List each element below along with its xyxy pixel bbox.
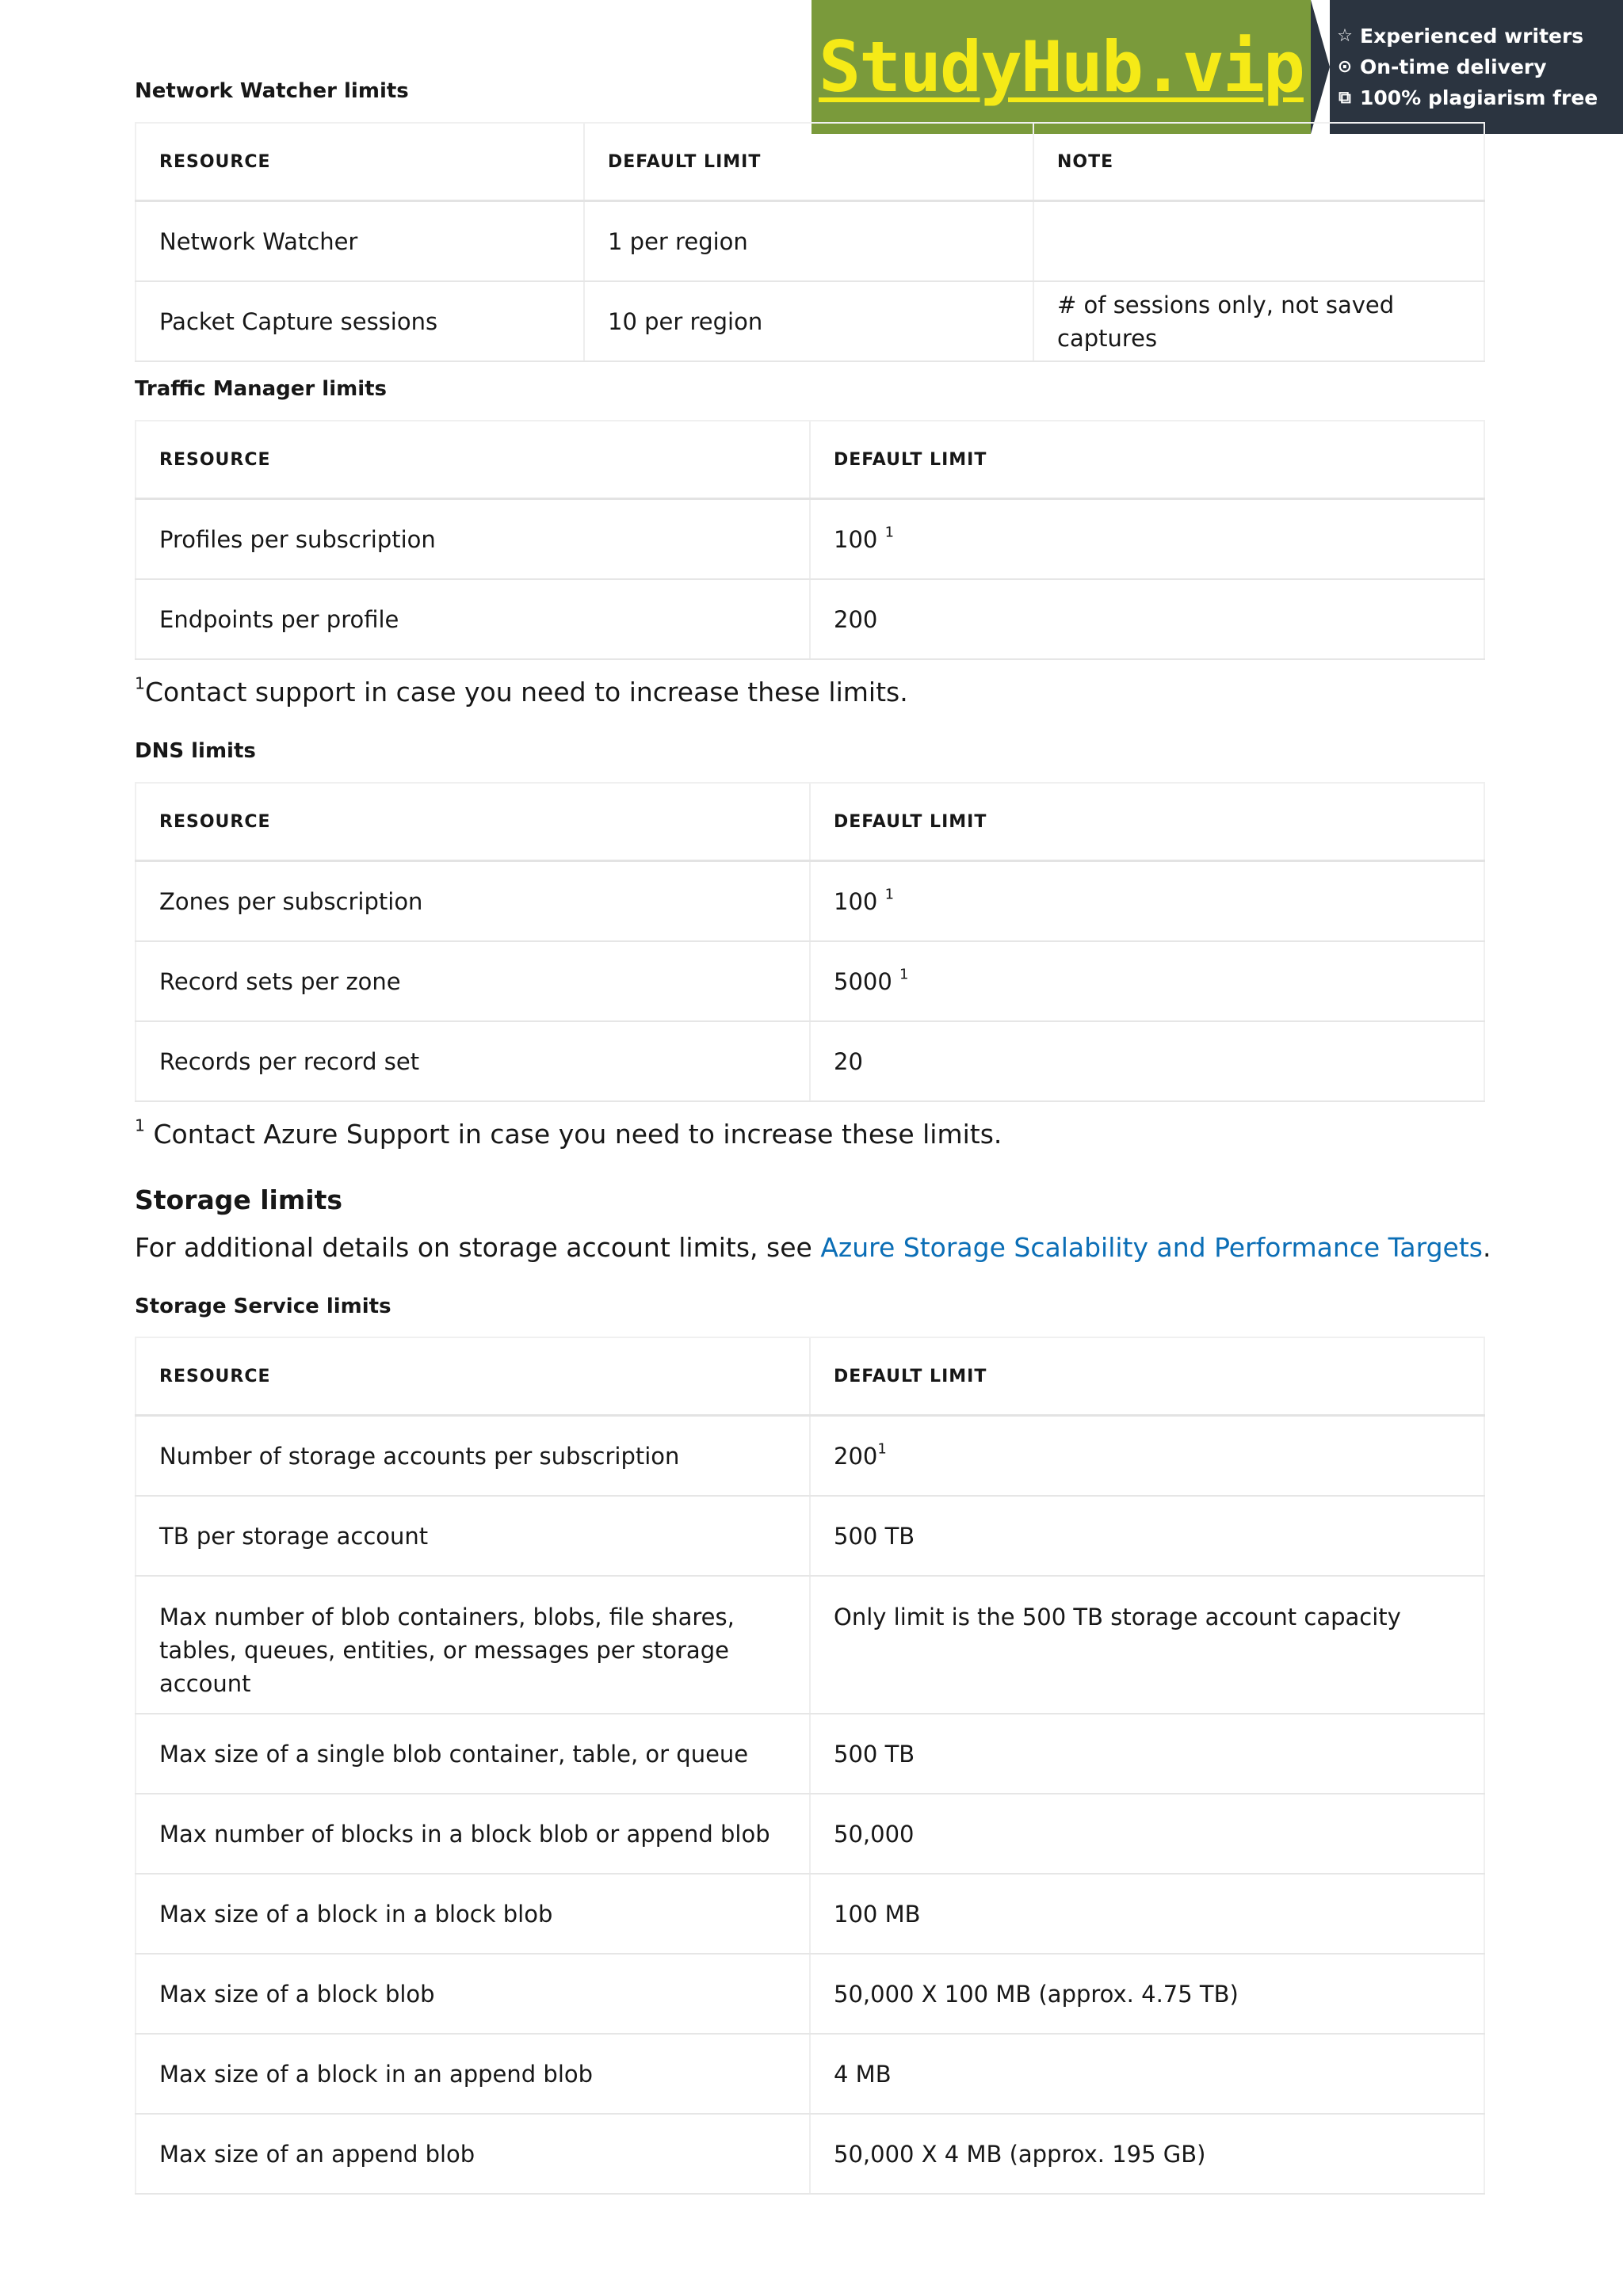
footnote-marker: 1 — [884, 524, 895, 541]
table-header-row — [136, 783, 1484, 861]
limit-cell: 1 per region — [584, 201, 1033, 282]
dns-title: DNS limits — [135, 739, 256, 763]
intro-end: . — [1482, 1232, 1491, 1263]
resource-cell: Max size of a single blob container, table, or queue — [136, 1714, 810, 1794]
banner-feature-plagiarism — [1336, 86, 1623, 109]
resource-cell: Record sets per zone — [136, 941, 810, 1021]
banner-divider — [1311, 0, 1330, 134]
table-row — [136, 1714, 1484, 1794]
storage-intro — [135, 1232, 1491, 1263]
column-header: RESOURCE — [136, 421, 810, 499]
limit-cell — [810, 941, 1484, 1021]
table-row — [136, 2034, 1484, 2114]
table-row — [136, 861, 1484, 942]
column-header: RESOURCE — [136, 1337, 810, 1416]
table-row — [136, 1794, 1484, 1874]
banner-features — [1330, 0, 1623, 134]
limit-cell — [810, 499, 1484, 580]
resource-cell: Zones per subscription — [136, 861, 810, 942]
clock-icon: ⊙ — [1337, 57, 1353, 77]
table-header-row — [136, 421, 1484, 499]
limit-value: 200 — [834, 605, 878, 633]
limit-value: 20 — [834, 1047, 863, 1075]
table-row — [136, 1954, 1484, 2034]
resource-cell: Max size of a block blob — [136, 1954, 810, 2034]
storage-targets-link[interactable]: Azure Storage Scalability and Performance Targets — [820, 1232, 1483, 1263]
limit-value: 100 — [834, 887, 878, 915]
resource-cell: Max size of an append blob — [136, 2114, 810, 2194]
footnote-marker: 1 — [899, 966, 909, 983]
column-header: DEFAULT LIMIT — [810, 1337, 1484, 1416]
banner-feature-text: Experienced writers — [1360, 25, 1584, 48]
table-row — [136, 579, 1484, 659]
column-header: NOTE — [1033, 123, 1484, 201]
table-row — [136, 1416, 1484, 1497]
table-row — [136, 201, 1484, 282]
resource-cell: Max size of a block in a block blob — [136, 1874, 810, 1954]
limit-cell: 100 MB — [810, 1874, 1484, 1954]
limit-cell: 50,000 X 4 MB (approx. 195 GB) — [810, 2114, 1484, 2194]
table-row — [136, 941, 1484, 1021]
intro-text: For additional details on storage account limits, see — [135, 1232, 821, 1263]
resource-cell: Records per record set — [136, 1021, 810, 1101]
table-row — [136, 499, 1484, 580]
banner-feature-delivery — [1336, 55, 1623, 78]
column-header: DEFAULT LIMIT — [810, 421, 1484, 499]
footnote-text: Contact Azure Support in case you need to increase these limits. — [145, 1119, 1002, 1150]
limit-cell — [810, 579, 1484, 659]
traffic-manager-table — [135, 420, 1485, 660]
table-row — [136, 1496, 1484, 1576]
limit-cell: 500 TB — [810, 1714, 1484, 1794]
limit-cell: 50,000 — [810, 1794, 1484, 1874]
table-header-row — [136, 123, 1484, 201]
note-cell — [1033, 201, 1484, 282]
limit-cell — [810, 1416, 1484, 1497]
limit-value: 200 — [834, 1442, 878, 1470]
dns-table — [135, 782, 1485, 1102]
traffic-manager-title: Traffic Manager limits — [135, 377, 388, 401]
table-row — [136, 2114, 1484, 2194]
copy-icon: ⧉ — [1338, 88, 1351, 108]
storage-service-table — [135, 1337, 1485, 2195]
banner-feature-text: On-time delivery — [1360, 55, 1547, 78]
storage-service-title: Storage Service limits — [135, 1295, 391, 1318]
resource-cell: Max number of blob containers, blobs, file shares, tables, queues, entities, or messages per storage account — [136, 1576, 810, 1714]
table-row — [136, 1576, 1484, 1714]
table-row — [136, 281, 1484, 361]
limit-cell: 50,000 X 100 MB (approx. 4.75 TB) — [810, 1954, 1484, 2034]
footnote-marker: 1 — [877, 1440, 887, 1458]
network-watcher-title: Network Watcher limits — [135, 79, 409, 103]
limit-value: 100 — [834, 525, 878, 553]
footnote-text: Contact support in case you need to increase these limits. — [145, 677, 908, 707]
resource-cell: Network Watcher — [136, 201, 584, 282]
resource-cell: Max size of a block in an append blob — [136, 2034, 810, 2114]
column-header: DEFAULT LIMIT — [584, 123, 1033, 201]
footnote-marker: 1 — [135, 673, 146, 693]
storage-limits-heading: Storage limits — [135, 1184, 342, 1215]
limit-cell: 10 per region — [584, 281, 1033, 361]
table-row — [136, 1874, 1484, 1954]
banner-logo-area — [812, 0, 1311, 134]
limit-cell — [810, 861, 1484, 942]
column-header: RESOURCE — [136, 123, 584, 201]
resource-cell: Max number of blocks in a block blob or append blob — [136, 1794, 810, 1874]
column-header: DEFAULT LIMIT — [810, 783, 1484, 861]
resource-cell: TB per storage account — [136, 1496, 810, 1576]
column-header: RESOURCE — [136, 783, 810, 861]
limit-cell: 500 TB — [810, 1496, 1484, 1576]
limit-cell — [810, 1021, 1484, 1101]
table-header-row — [136, 1337, 1484, 1416]
resource-cell: Profiles per subscription — [136, 499, 810, 580]
resource-cell: Packet Capture sessions — [136, 281, 584, 361]
note-cell: # of sessions only, not saved captures — [1033, 281, 1484, 361]
network-watcher-table — [135, 122, 1485, 362]
limit-cell: Only limit is the 500 TB storage account capacity — [810, 1576, 1484, 1714]
limit-value: 5000 — [834, 967, 892, 995]
banner-feature-writers — [1336, 25, 1623, 48]
traffic-manager-footnote — [135, 673, 908, 707]
footnote-marker: 1 — [135, 1116, 146, 1135]
footnote-marker: 1 — [884, 886, 895, 903]
dns-footnote — [135, 1116, 1002, 1150]
studyhub-logo: StudyHub.vip — [819, 26, 1304, 108]
studyhub-banner[interactable] — [812, 0, 1623, 134]
table-row — [136, 1021, 1484, 1101]
resource-cell: Endpoints per profile — [136, 579, 810, 659]
limit-cell: 4 MB — [810, 2034, 1484, 2114]
star-outline-icon: ☆ — [1337, 26, 1353, 46]
banner-feature-text: 100% plagiarism free — [1360, 86, 1598, 109]
resource-cell: Number of storage accounts per subscription — [136, 1416, 810, 1497]
